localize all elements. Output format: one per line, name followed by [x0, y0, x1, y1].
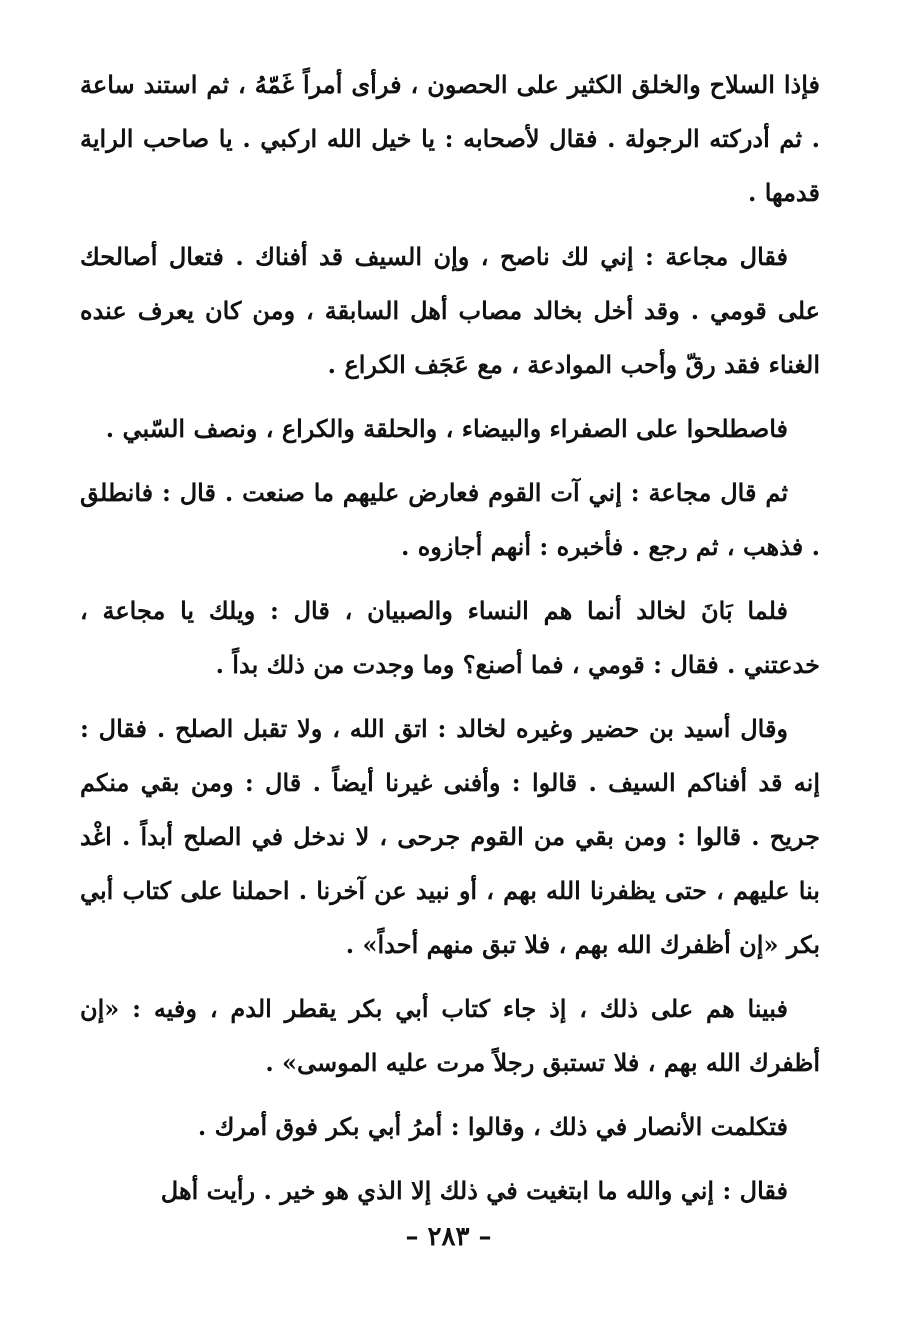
paragraph-4: ثم قال مجاعة : إني آت القوم فعارض عليهم ما صنعت . قال : فانطلق . فذهب ، ثم رجع . فأخبره : أنهم أجازوه . [80, 478, 820, 561]
paragraph-6: وقال أسيد بن حضير وغيره لخالد : اتق الله ، ولا تقبل الصلح . فقال : إنه قد أفناكم السيف . قالوا : وأفنى غيرنا أيضاً . قال : ومن بقي منكم جريح . قالوا : ومن بقي من القوم جرحى ، لا ندخل في الصلح أبداً . اغْد بنا عليهم ، حتى يظفرنا الله بهم ، أو نبيد عن آخرنا . احملنا على كتاب أبي بكر «إن أظفرك الله بهم ، فلا تبق منهم أحداً» . [80, 714, 820, 959]
paragraph-1: فإذا السلاح والخلق الكثير على الحصون ، فرأى أمراً غَمّهُ ، ثم استند ساعة . ثم أدركته الرجولة . فقال لأصحابه : يا خيل الله اركبي . يا صاحب الراية قدمها . [80, 70, 820, 207]
paragraph-7: فبينا هم على ذلك ، إذ جاء كتاب أبي بكر يقطر الدم ، وفيه : «إن أظفرك الله بهم ، فلا تستبق رجلاً مرت عليه الموسى» . [80, 994, 820, 1077]
paragraph-5: فلما بَانَ لخالد أنما هم النساء والصبيان ، قال : ويلك يا مجاعة ، خدعتني . فقال : قومي ، فما أصنع؟ وما وجدت من ذلك بداً . [80, 596, 820, 679]
paragraph-3: فاصطلحوا على الصفراء والبيضاء ، والحلقة والكراع ، ونصف السّبي . [105, 414, 788, 443]
paragraph-9: فقال : إني والله ما ابتغيت في ذلك إلا الذي هو خير . رأيت أهل [160, 1176, 788, 1205]
page-body [80, 58, 820, 1228]
paragraph-8: فتكلمت الأنصار في ذلك ، وقالوا : أمرُ أبي بكر فوق أمرك . [197, 1112, 788, 1141]
paragraph-2: فقال مجاعة : إني لك ناصح ، وإن السيف قد أفناك . فتعال أصالحك على قومي . وقد أخل بخالد مصاب أهل السابقة ، ومن كان يعرف عنده الغناء فقد رقّ وأحب الموادعة ، مع عَجَف الكراع . [80, 242, 820, 379]
page-number: – ٢٨٣ – [405, 1222, 492, 1252]
